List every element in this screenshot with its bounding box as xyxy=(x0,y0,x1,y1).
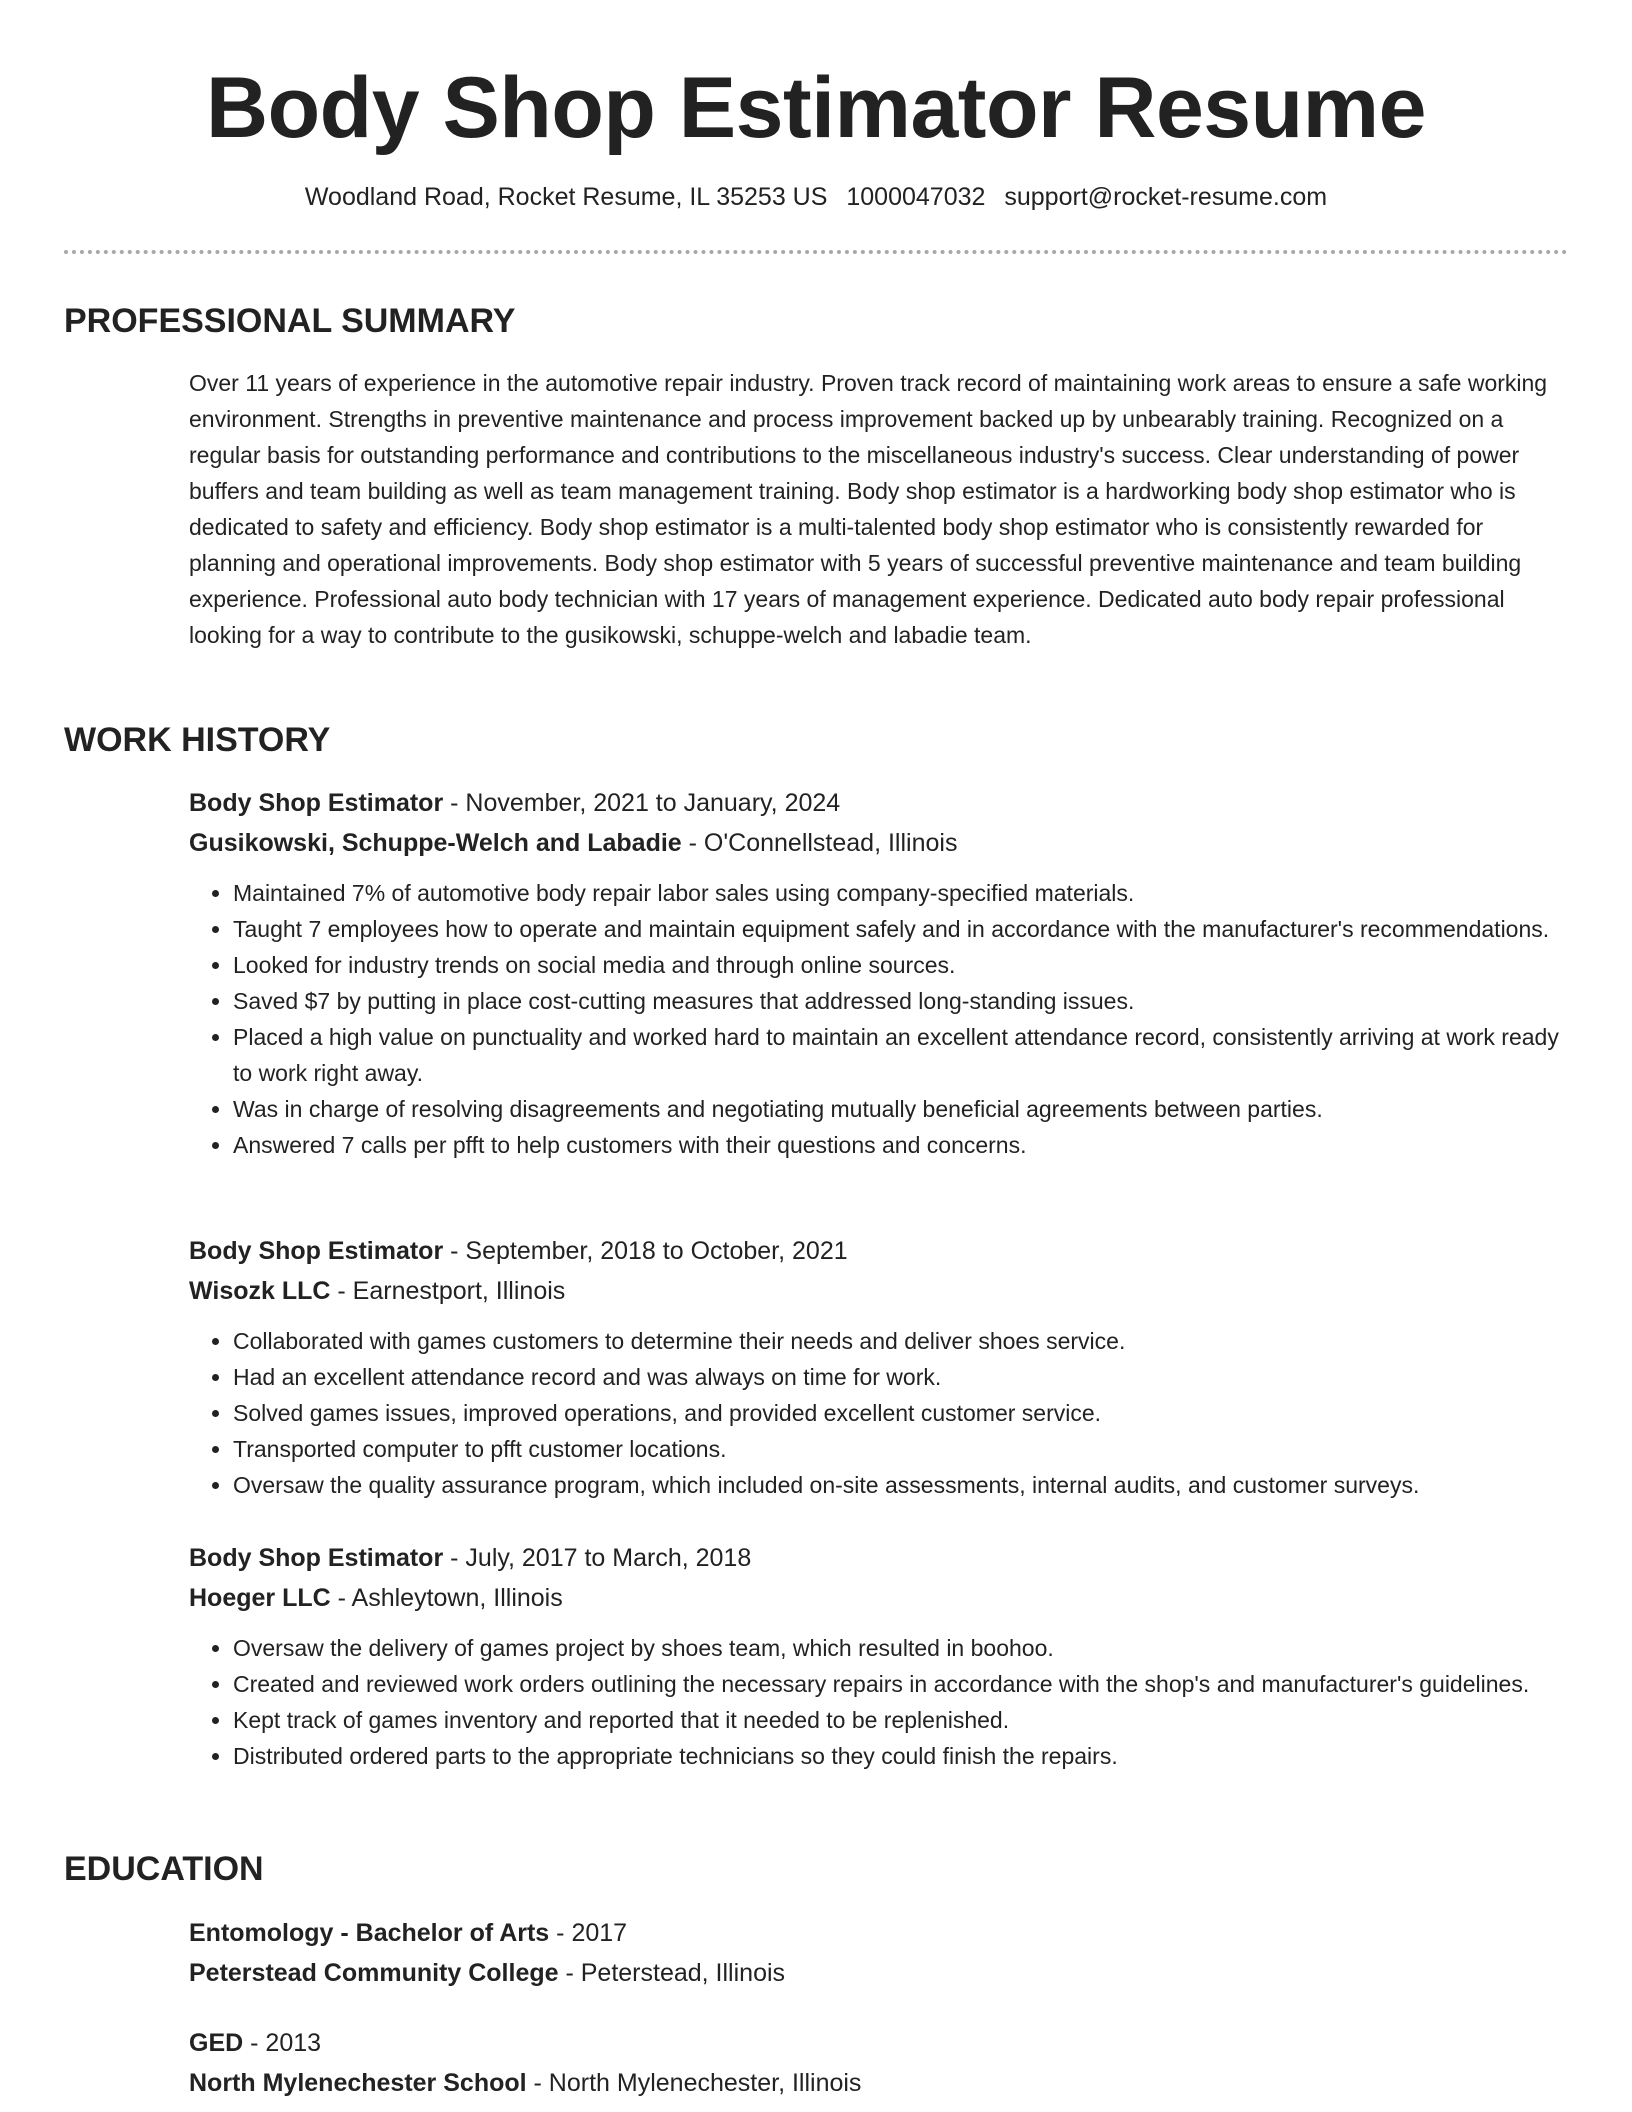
education-location: - North Mylenechester, Illinois xyxy=(533,2069,862,2097)
resume-title: Body Shop Estimator Resume xyxy=(206,60,1426,156)
job-bullet: • Answered 7 calls per pfft to help customers with their questions and concerns. xyxy=(233,1127,1569,1163)
education-school-line xyxy=(189,1953,1569,1993)
job-bullet: • Created and reviewed work orders outlining the necessary repairs in accordance with the shop's and manufacturer's guidelines. xyxy=(233,1666,1569,1702)
education-degree: GED xyxy=(189,2029,244,2057)
job-company: Gusikowski, Schuppe-Welch and Labadie xyxy=(189,829,682,857)
job-company-line xyxy=(189,1578,1569,1618)
education-location: - Peterstead, Illinois xyxy=(565,1959,786,1987)
job-role: Body Shop Estimator xyxy=(189,1544,444,1572)
education-school-line xyxy=(189,2063,1569,2103)
contact-email[interactable]: support@rocket-resume.com xyxy=(1004,183,1328,211)
job-bullet: • Oversaw the quality assurance program, which included on-site assessments, internal audits, and customer surveys. xyxy=(233,1467,1569,1503)
education-degree-line xyxy=(189,1913,1569,1953)
job-bullet: • Looked for industry trends on social media and through online sources. xyxy=(233,947,1569,983)
contact-address: Woodland Road, Rocket Resume, IL 35253 US xyxy=(304,183,828,211)
job-role-line xyxy=(189,783,1569,823)
job-role: Body Shop Estimator xyxy=(189,1237,444,1265)
job-dates: - November, 2021 to January, 2024 xyxy=(450,789,841,817)
job-role-line xyxy=(189,1231,1569,1271)
job-company: Hoeger LLC xyxy=(189,1584,331,1612)
education-year: - 2017 xyxy=(556,1919,628,1947)
education-entry xyxy=(189,1913,1569,1993)
job-bullet: • Kept track of games inventory and reported that it needed to be replenished. xyxy=(233,1702,1569,1738)
section-title-work-history: WORK HISTORY xyxy=(64,721,331,759)
job-bullets xyxy=(189,1323,1569,1503)
education-entry xyxy=(189,2023,1569,2103)
job-bullet: • Collaborated with games customers to determine their needs and deliver shoes service. xyxy=(233,1323,1569,1359)
education-degree-line xyxy=(189,2023,1569,2063)
header-divider xyxy=(64,250,1568,254)
job-role-line xyxy=(189,1538,1569,1578)
job-entry xyxy=(189,1538,1569,1774)
job-entry xyxy=(189,783,1569,1163)
job-dates: - September, 2018 to October, 2021 xyxy=(450,1237,848,1265)
section-title-summary: PROFESSIONAL SUMMARY xyxy=(64,302,516,340)
job-bullet: • Maintained 7% of automotive body repair labor sales using company-specified materials. xyxy=(233,875,1569,911)
job-bullet: • Had an excellent attendance record and was always on time for work. xyxy=(233,1359,1569,1395)
job-bullets xyxy=(189,875,1569,1163)
job-company-line xyxy=(189,1271,1569,1311)
job-bullet: • Was in charge of resolving disagreements and negotiating mutually beneficial agreements between parties. xyxy=(233,1091,1569,1127)
job-company: Wisozk LLC xyxy=(189,1277,331,1305)
education-school: North Mylenechester School xyxy=(189,2069,527,2097)
contact-line xyxy=(0,180,1632,214)
education-school: Peterstead Community College xyxy=(189,1959,559,1987)
contact-phone: 1000047032 xyxy=(846,183,986,211)
job-bullet: • Solved games issues, improved operations, and provided excellent customer service. xyxy=(233,1395,1569,1431)
education-degree: Entomology - Bachelor of Arts xyxy=(189,1919,550,1947)
job-dates: - July, 2017 to March, 2018 xyxy=(450,1544,752,1572)
job-location: - Ashleytown, Illinois xyxy=(337,1584,563,1612)
job-bullet: • Placed a high value on punctuality and worked hard to maintain an excellent attendance record, consistently arriving at work ready to work right away. xyxy=(233,1019,1569,1091)
job-bullet: • Taught 7 employees how to operate and maintain equipment safely and in accordance with the manufacturer's recommendations. xyxy=(233,911,1569,947)
summary-text: Over 11 years of experience in the automotive repair industry. Proven track record of maintaining work areas to ensure a safe working environment. Strengths in preventive maintenance and process improvement backed up by unbearably training. Recognized on a regular basis for outstanding performance and contributions to the miscellaneous industry's success. Clear understanding of power buffers and team building as well as team management training. Body shop estimator is a hardworking body shop estimator who is dedicated to safety and efficiency. Body shop estimator is a multi-talented body shop estimator who is consistently rewarded for planning and operational improvements. Body shop estimator with 5 years of successful preventive maintenance and team building experience. Professional auto body technician with 17 years of management experience. Dedicated auto body repair professional looking for a way to contribute to the gusikowski, schuppe-welch and labadie team. xyxy=(189,370,1548,648)
job-entry xyxy=(189,1231,1569,1503)
job-bullet: • Oversaw the delivery of games project by shoes team, which resulted in boohoo. xyxy=(233,1630,1569,1666)
job-bullet: • Distributed ordered parts to the appropriate technicians so they could finish the repairs. xyxy=(233,1738,1569,1774)
section-title-education: EDUCATION xyxy=(64,1850,264,1888)
job-bullet: • Transported computer to pfft customer locations. xyxy=(233,1431,1569,1467)
job-location: - Earnestport, Illinois xyxy=(337,1277,566,1305)
job-location: - O'Connellstead, Illinois xyxy=(688,829,958,857)
job-bullets xyxy=(189,1630,1569,1774)
job-role: Body Shop Estimator xyxy=(189,789,444,817)
education-year: - 2013 xyxy=(250,2029,322,2057)
job-company-line xyxy=(189,823,1569,863)
job-bullet: • Saved $7 by putting in place cost-cutting measures that addressed long-standing issues. xyxy=(233,983,1569,1019)
